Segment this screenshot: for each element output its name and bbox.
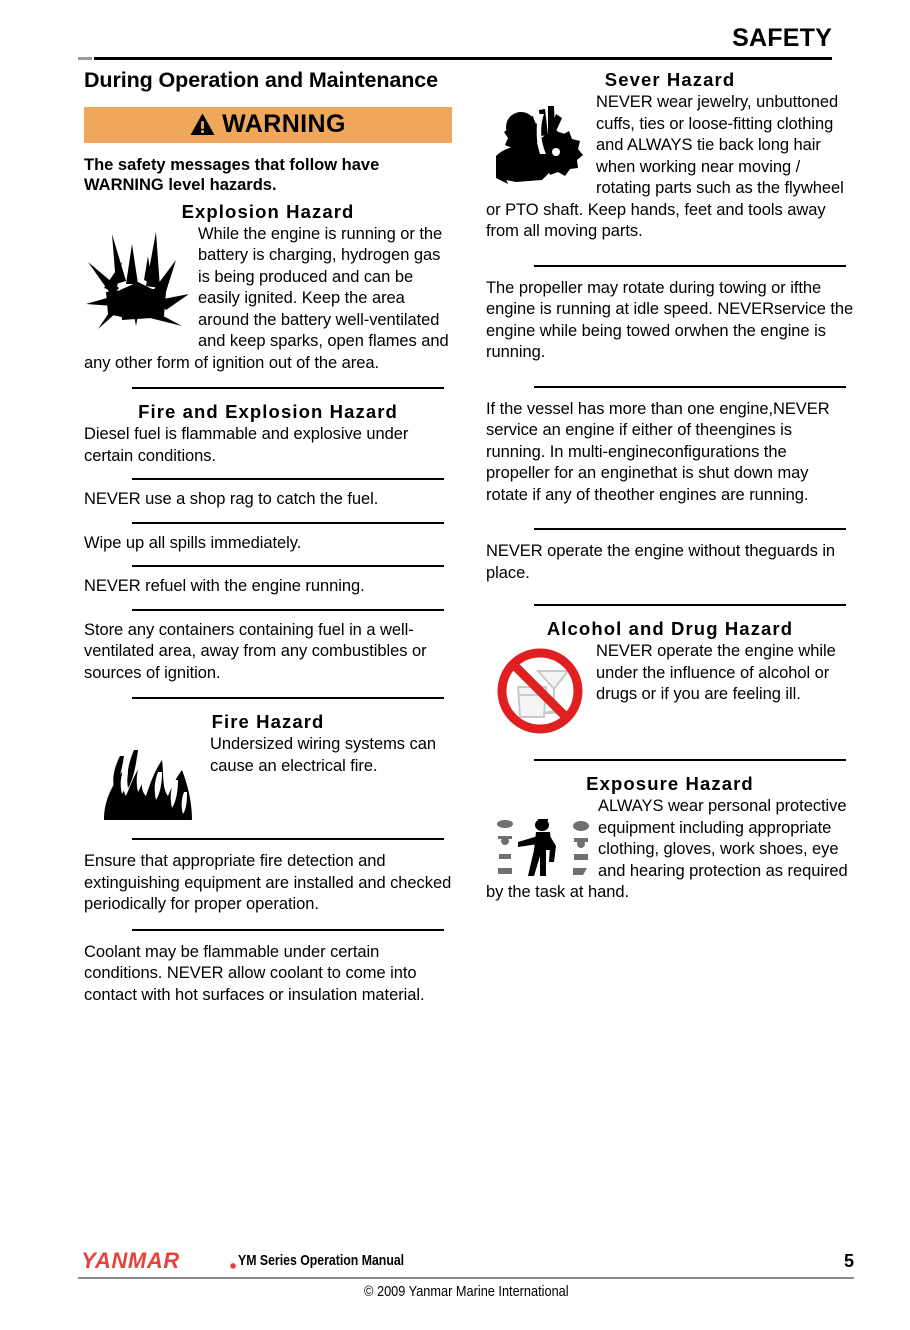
hazard-text-refuel: NEVER refuel with the engine running. <box>84 577 365 595</box>
left-column <box>84 68 452 1006</box>
hazard-text-fire-detection: Ensure that appropriate fire detection and extinguishing equipment are installed and checked periodically for proper operation. <box>84 852 452 913</box>
no-alcohol-icon <box>492 645 588 737</box>
right-column <box>486 68 854 904</box>
hazard-text-guards: NEVER operate the engine without theguards in place. <box>486 542 836 582</box>
hazard-text-exposure: ALWAYS wear personal protective equipment including appropriate clothing, gloves, work shoes, eye and hearing protection as required by the task at hand. <box>486 797 848 901</box>
hazard-text-propeller: The propeller may rotate during towing or ifthe engine is running at idle speed. NEVERservice the engine while being towed orwhen the engine is running. <box>486 278 854 361</box>
hazard-text-fire-explosion: Diesel fuel is flammable and explosive under certain conditions. <box>84 425 409 465</box>
section-separator <box>534 386 846 388</box>
section-separator <box>132 478 444 480</box>
header-rule-tick <box>78 57 92 60</box>
hazard-text-explosion: While the engine is running or the battery is charging, hydrogen gas is being produced and can be easily ignited. Keep the area around the battery well-ventilated and keep sparks, open flames and any other form of ignition out of the area. <box>84 224 449 372</box>
hazard-text-spills: Wipe up all spills immediately. <box>84 533 302 552</box>
section-separator <box>534 528 846 530</box>
footer-page-number: 5 <box>843 1251 854 1271</box>
hand-in-gears-icon <box>490 94 588 192</box>
section-separator <box>534 265 846 267</box>
hazard-heading-sever: Sever Hazard <box>604 69 736 90</box>
hazard-heading-fire: Fire Hazard <box>211 711 325 732</box>
hazard-heading-fire-explosion: Fire and Explosion Hazard <box>138 401 398 422</box>
warning-lead-text: The safety messages that follow have WARNING level hazards. <box>84 155 380 194</box>
warning-banner <box>84 107 452 143</box>
section-separator <box>132 522 444 524</box>
svg-text:YANMAR: YANMAR <box>81 1249 180 1273</box>
section-separator <box>534 604 846 606</box>
hazard-block-alcohol <box>486 641 854 737</box>
hazard-text-containers: Store any containers containing fuel in a well-ventilated area, away from any combustibles or sources of ignition. <box>84 620 427 682</box>
hazard-text-fire: Undersized wiring systems can cause an electrical fire. <box>210 735 436 775</box>
section-title: During Operation and Maintenance <box>84 68 438 92</box>
hazard-heading-explosion: Explosion Hazard <box>181 200 355 222</box>
explosion-burst-icon <box>86 226 190 334</box>
section-separator <box>534 759 846 761</box>
section-separator <box>132 838 444 840</box>
warning-label: WARNING <box>222 110 346 138</box>
footer-copyright: © 2009 Yanmar Marine International <box>363 1283 569 1300</box>
section-separator <box>132 697 444 699</box>
hazard-block-exposure <box>486 796 854 904</box>
hazard-text-alcohol: NEVER operate the engine while under the influence of alcohol or drugs or if you are feeling ill. <box>596 642 836 703</box>
flame-icon <box>100 746 200 822</box>
section-separator <box>132 387 444 389</box>
hazard-block-fire <box>84 734 452 822</box>
header-rule <box>94 57 832 60</box>
hazard-heading-alcohol: Alcohol and Drug Hazard <box>546 618 794 639</box>
hazard-block-sever <box>486 92 854 243</box>
warning-triangle-icon <box>190 113 215 136</box>
page-header <box>78 24 832 66</box>
page-footer <box>78 1248 854 1308</box>
footer-rule <box>78 1277 854 1279</box>
ppe-person-icon <box>494 816 592 878</box>
hazard-text-sever: NEVER wear jewelry, unbuttoned cuffs, ties or loose-fitting clothing and ALWAYS tie back long hair when working near moving / rotating parts such as the flywheel or PTO shaft. Keep hands, feet and tools away from all moving parts. <box>486 93 844 240</box>
hazard-block-explosion <box>84 224 452 375</box>
yanmar-logo <box>80 1249 252 1273</box>
section-separator <box>132 929 444 931</box>
hazard-text-coolant: Coolant may be flammable under certain conditions. NEVER allow coolant to come into contact with hot surfaces or insulation material. <box>84 942 425 1004</box>
hazard-text-multi-engine: If the vessel has more than one engine,NEVER service an engine if either of theengines is running. In multi-engineconfigurations the propeller for an enginethat is shut down may rotate if any of theother engines are running. <box>486 399 830 504</box>
section-separator <box>132 609 444 611</box>
footer-manual-title: YM Series Operation Manual <box>238 1252 405 1269</box>
page-title: SAFETY <box>732 24 832 52</box>
hazard-text-shop-rag: NEVER use a shop rag to catch the fuel. <box>84 490 379 508</box>
section-separator <box>132 565 444 567</box>
hazard-heading-exposure: Exposure Hazard <box>586 773 754 794</box>
